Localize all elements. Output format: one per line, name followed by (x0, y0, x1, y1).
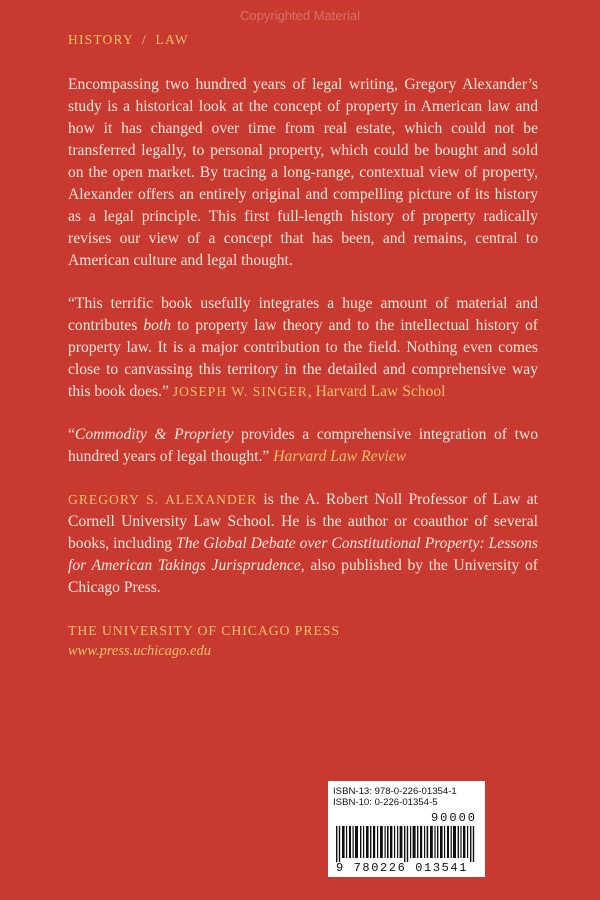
bio-text-b: , also published by the University of Chicago Press. (68, 557, 538, 596)
barcode-label (328, 781, 485, 877)
publisher-url[interactable]: www.press.uchicago.edu (68, 643, 211, 659)
isbn-10: ISBN-10: 0-226-01354-5 (333, 797, 438, 808)
author-bio (68, 489, 538, 599)
publisher-name: THE UNIVERSITY OF CHICAGO PRESS (68, 623, 340, 638)
category-label (68, 32, 538, 48)
category-history: HISTORY (68, 32, 134, 47)
quote1-attribution-name: JOSEPH W. SINGER (172, 384, 308, 399)
bio-book-title: The Global Debate over Constitutional Property: Lessons for American Takings Jurisprudence (68, 535, 538, 574)
back-cover-text (68, 32, 538, 661)
book-description: Encompassing two hundred years of legal writing, Gregory Alexander’s study is a historical look at the concept of property in American law and how it has changed over time from real estate, which could not be transferred legally, to personal property, which could be bought and sold on the open market. By tracing a long-range, contextual view of property, Alexander offers an entirely original and compelling picture of its history as a legal principle. This first full-length history of property radically revises our view of a concept that has been, and remains, central to American culture and legal thought. (68, 76, 538, 269)
category-law: LAW (155, 32, 189, 47)
quote2-open: “ (68, 426, 75, 443)
author-name: GREGORY S. ALEXANDER (68, 492, 258, 507)
barcode-icon (336, 825, 478, 863)
price-code: 90000 (430, 811, 477, 825)
isbn-13: ISBN-13: 978-0-226-01354-1 (333, 786, 457, 797)
review-quote-hlr (68, 424, 538, 468)
category-separator: / (142, 32, 147, 47)
barcode-digits: 9 780226 013541 (336, 861, 469, 875)
quote2-text: provides a comprehensive integration of two hundred years of legal thought.” (68, 426, 539, 465)
watermark: Copyrighted Material (240, 8, 360, 23)
quote1-text-a: “This terrific book usefully integrates a huge amount of material and contributes (68, 295, 538, 334)
quote2-source: Harvard Law Review (273, 448, 407, 465)
quote1-text-b: to property law theory and to the intellectual history of property law. It is a major contribution to the field. Nothing even comes close to canvassing this territory in the detailed and comprehensive way this book does.” (68, 317, 538, 400)
quote2-book-title: Commodity & Propriety (74, 426, 234, 443)
quote1-attribution-affiliation: , Harvard Law School (307, 383, 446, 400)
review-quote-singer (68, 293, 538, 403)
bio-text-a: is the A. Robert Noll Professor of Law at Cornell University Law School. He is the author or coauthor of several books, including (68, 491, 538, 552)
quote1-emphasis: both (143, 317, 172, 334)
